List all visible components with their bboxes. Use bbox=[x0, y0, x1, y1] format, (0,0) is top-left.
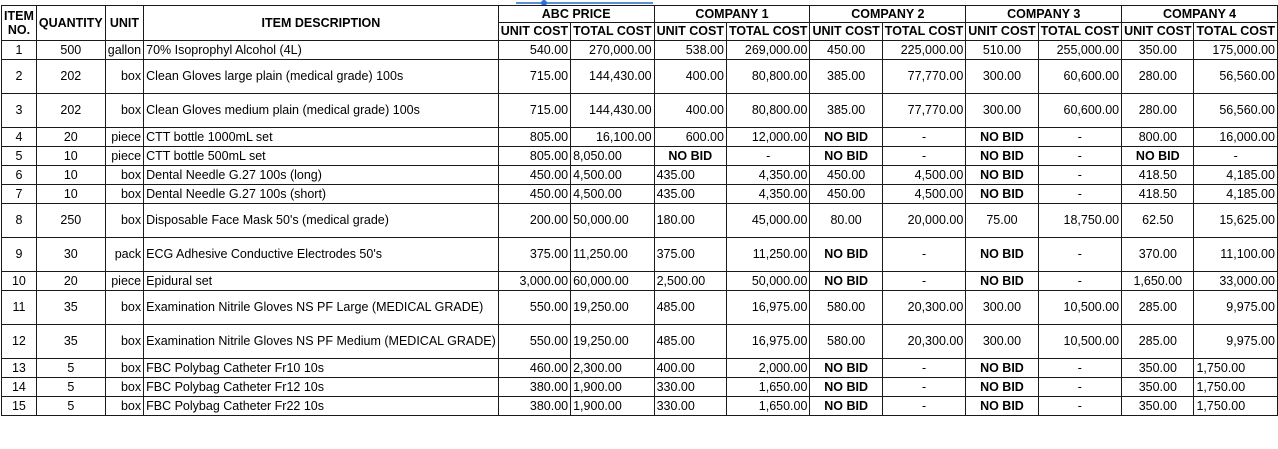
cell-company2-total-cost[interactable]: 77,770.00 bbox=[882, 94, 965, 128]
cell-description[interactable]: CTT bottle 500mL set bbox=[144, 147, 499, 166]
header-total-cost[interactable]: TOTAL COST bbox=[571, 23, 654, 41]
cell-company2-total-cost[interactable]: - bbox=[882, 397, 965, 416]
cell-quantity[interactable]: 202 bbox=[36, 60, 105, 94]
cell-quantity[interactable]: 5 bbox=[36, 397, 105, 416]
cell-description[interactable]: Examination Nitrile Gloves NS PF Large (MEDICAL GRADE) bbox=[144, 291, 499, 325]
cell-company1-unit-cost[interactable]: 2,500.00 bbox=[654, 272, 726, 291]
cell-company4-total-cost[interactable]: 15,625.00 bbox=[1194, 204, 1277, 238]
cell-company4-unit-cost[interactable]: 280.00 bbox=[1122, 60, 1194, 94]
cell-company4-unit-cost[interactable]: 418.50 bbox=[1122, 166, 1194, 185]
cell-company4-unit-cost[interactable]: 62.50 bbox=[1122, 204, 1194, 238]
cell-company4-total-cost[interactable]: 9,975.00 bbox=[1194, 325, 1277, 359]
cell-company2-unit-cost[interactable]: 580.00 bbox=[810, 291, 882, 325]
header-unit-cost[interactable]: UNIT COST bbox=[810, 23, 882, 41]
cell-item-no[interactable]: 1 bbox=[2, 41, 37, 60]
cell-company4-total-cost[interactable]: 1,750.00 bbox=[1194, 397, 1277, 416]
cell-company1-unit-cost[interactable]: 400.00 bbox=[654, 94, 726, 128]
cell-company1-unit-cost[interactable]: 180.00 bbox=[654, 204, 726, 238]
cell-description[interactable]: FBC Polybag Catheter Fr22 10s bbox=[144, 397, 499, 416]
cell-description[interactable]: Clean Gloves medium plain (medical grade) 100s bbox=[144, 94, 499, 128]
cell-unit[interactable]: box bbox=[105, 204, 143, 238]
cell-company4-total-cost[interactable]: 33,000.00 bbox=[1194, 272, 1277, 291]
cell-company3-total-cost[interactable]: 18,750.00 bbox=[1038, 204, 1121, 238]
cell-company4-unit-cost[interactable]: 285.00 bbox=[1122, 325, 1194, 359]
cell-item-no[interactable]: 2 bbox=[2, 60, 37, 94]
cell-company3-total-cost[interactable]: - bbox=[1038, 272, 1121, 291]
header-item-description[interactable]: ITEM DESCRIPTION bbox=[144, 6, 499, 41]
cell-company1-total-cost[interactable]: 4,350.00 bbox=[726, 185, 809, 204]
cell-quantity[interactable]: 10 bbox=[36, 185, 105, 204]
header-total-cost[interactable]: TOTAL COST bbox=[726, 23, 809, 41]
cell-abc-unit-cost[interactable]: 200.00 bbox=[498, 204, 570, 238]
header-company-4[interactable]: COMPANY 4 bbox=[1122, 6, 1278, 23]
cell-company4-total-cost[interactable]: 16,000.00 bbox=[1194, 128, 1277, 147]
cell-quantity[interactable]: 20 bbox=[36, 128, 105, 147]
cell-abc-unit-cost[interactable]: 380.00 bbox=[498, 378, 570, 397]
header-abc-price[interactable]: ABC PRICE bbox=[498, 6, 654, 23]
cell-company2-total-cost[interactable]: 77,770.00 bbox=[882, 60, 965, 94]
cell-abc-total-cost[interactable]: 2,300.00 bbox=[571, 359, 654, 378]
cell-abc-unit-cost[interactable]: 450.00 bbox=[498, 166, 570, 185]
cell-company2-total-cost[interactable]: - bbox=[882, 378, 965, 397]
cell-abc-total-cost[interactable]: 11,250.00 bbox=[571, 238, 654, 272]
cell-company2-total-cost[interactable]: 225,000.00 bbox=[882, 41, 965, 60]
cell-abc-unit-cost[interactable]: 460.00 bbox=[498, 359, 570, 378]
header-unit-cost[interactable]: UNIT COST bbox=[498, 23, 570, 41]
cell-description[interactable]: ECG Adhesive Conductive Electrodes 50's bbox=[144, 238, 499, 272]
cell-company4-unit-cost[interactable]: 350.00 bbox=[1122, 378, 1194, 397]
header-total-cost[interactable]: TOTAL COST bbox=[882, 23, 965, 41]
cell-company2-total-cost[interactable]: - bbox=[882, 359, 965, 378]
cell-unit[interactable]: piece bbox=[105, 128, 143, 147]
cell-abc-total-cost[interactable]: 8,050.00 bbox=[571, 147, 654, 166]
cell-company3-total-cost[interactable]: 60,600.00 bbox=[1038, 60, 1121, 94]
cell-company2-unit-cost[interactable]: NO BID bbox=[810, 359, 882, 378]
cell-quantity[interactable]: 500 bbox=[36, 41, 105, 60]
cell-company2-unit-cost[interactable]: 450.00 bbox=[810, 166, 882, 185]
cell-company2-unit-cost[interactable]: 80.00 bbox=[810, 204, 882, 238]
cell-unit[interactable]: box bbox=[105, 166, 143, 185]
cell-item-no[interactable]: 3 bbox=[2, 94, 37, 128]
cell-abc-total-cost[interactable]: 60,000.00 bbox=[571, 272, 654, 291]
table-row bbox=[2, 147, 1278, 166]
cell-quantity[interactable]: 5 bbox=[36, 378, 105, 397]
cell-abc-total-cost[interactable]: 19,250.00 bbox=[571, 291, 654, 325]
cell-unit[interactable]: box bbox=[105, 378, 143, 397]
cell-company2-total-cost[interactable]: - bbox=[882, 147, 965, 166]
cell-quantity[interactable]: 5 bbox=[36, 359, 105, 378]
cell-company3-unit-cost[interactable]: NO BID bbox=[966, 378, 1038, 397]
cell-company4-unit-cost[interactable]: 370.00 bbox=[1122, 238, 1194, 272]
cell-company4-total-cost[interactable]: 11,100.00 bbox=[1194, 238, 1277, 272]
cell-company3-unit-cost[interactable]: NO BID bbox=[966, 128, 1038, 147]
cell-abc-unit-cost[interactable]: 550.00 bbox=[498, 291, 570, 325]
table-row bbox=[2, 397, 1278, 416]
cell-quantity[interactable]: 35 bbox=[36, 325, 105, 359]
cell-company3-total-cost[interactable]: - bbox=[1038, 397, 1121, 416]
header-unit-cost[interactable]: UNIT COST bbox=[966, 23, 1038, 41]
cell-company2-unit-cost[interactable]: NO BID bbox=[810, 147, 882, 166]
cell-description[interactable]: 70% Isoprophyl Alcohol (4L) bbox=[144, 41, 499, 60]
cell-abc-total-cost[interactable]: 1,900.00 bbox=[571, 397, 654, 416]
cell-quantity[interactable]: 30 bbox=[36, 238, 105, 272]
cell-company3-total-cost[interactable]: - bbox=[1038, 378, 1121, 397]
cell-company3-total-cost[interactable]: 10,500.00 bbox=[1038, 291, 1121, 325]
header-item-no[interactable]: ITEM NO. bbox=[2, 6, 37, 41]
cell-company3-total-cost[interactable]: 10,500.00 bbox=[1038, 325, 1121, 359]
cell-abc-total-cost[interactable]: 270,000.00 bbox=[571, 41, 654, 60]
cell-company2-unit-cost[interactable]: 580.00 bbox=[810, 325, 882, 359]
cell-company1-total-cost[interactable]: 16,975.00 bbox=[726, 325, 809, 359]
cell-company3-total-cost[interactable]: 60,600.00 bbox=[1038, 94, 1121, 128]
cell-description[interactable]: FBC Polybag Catheter Fr10 10s bbox=[144, 359, 499, 378]
cell-company4-total-cost[interactable]: 56,560.00 bbox=[1194, 60, 1277, 94]
cell-item-no[interactable]: 4 bbox=[2, 128, 37, 147]
cell-company3-unit-cost[interactable]: 300.00 bbox=[966, 60, 1038, 94]
cell-company3-total-cost[interactable]: - bbox=[1038, 166, 1121, 185]
cell-company2-total-cost[interactable]: - bbox=[882, 128, 965, 147]
cell-company1-total-cost[interactable]: - bbox=[726, 147, 809, 166]
cell-item-no[interactable]: 10 bbox=[2, 272, 37, 291]
cell-unit[interactable]: box bbox=[105, 325, 143, 359]
cell-item-no[interactable]: 14 bbox=[2, 378, 37, 397]
cell-company1-unit-cost[interactable]: 538.00 bbox=[654, 41, 726, 60]
table-row bbox=[2, 272, 1278, 291]
cell-abc-unit-cost[interactable]: 805.00 bbox=[498, 128, 570, 147]
header-company-3[interactable]: COMPANY 3 bbox=[966, 6, 1122, 23]
cell-company2-total-cost[interactable]: 4,500.00 bbox=[882, 166, 965, 185]
cell-company1-unit-cost[interactable]: NO BID bbox=[654, 147, 726, 166]
cell-company4-total-cost[interactable]: 4,185.00 bbox=[1194, 185, 1277, 204]
cell-quantity[interactable]: 20 bbox=[36, 272, 105, 291]
cell-company4-total-cost[interactable]: 9,975.00 bbox=[1194, 291, 1277, 325]
cell-quantity[interactable]: 10 bbox=[36, 147, 105, 166]
cell-item-no[interactable]: 7 bbox=[2, 185, 37, 204]
cell-unit[interactable]: box bbox=[105, 359, 143, 378]
cell-company3-total-cost[interactable]: - bbox=[1038, 147, 1121, 166]
cell-company4-unit-cost[interactable]: 800.00 bbox=[1122, 128, 1194, 147]
cell-description[interactable]: Disposable Face Mask 50's (medical grade) bbox=[144, 204, 499, 238]
cell-company3-unit-cost[interactable]: 75.00 bbox=[966, 204, 1038, 238]
cell-quantity[interactable]: 35 bbox=[36, 291, 105, 325]
cell-company1-total-cost[interactable]: 80,800.00 bbox=[726, 60, 809, 94]
cell-company1-unit-cost[interactable]: 600.00 bbox=[654, 128, 726, 147]
cell-company3-total-cost[interactable]: - bbox=[1038, 128, 1121, 147]
cell-item-no[interactable]: 11 bbox=[2, 291, 37, 325]
cell-company1-unit-cost[interactable]: 375.00 bbox=[654, 238, 726, 272]
cell-company1-unit-cost[interactable]: 330.00 bbox=[654, 378, 726, 397]
cell-description[interactable]: CTT bottle 1000mL set bbox=[144, 128, 499, 147]
table-row bbox=[2, 359, 1278, 378]
cell-description[interactable]: Dental Needle G.27 100s (long) bbox=[144, 166, 499, 185]
table-row bbox=[2, 238, 1278, 272]
cell-company4-unit-cost[interactable]: 418.50 bbox=[1122, 185, 1194, 204]
cell-description[interactable]: Examination Nitrile Gloves NS PF Medium (MEDICAL GRADE) bbox=[144, 325, 499, 359]
cell-company3-unit-cost[interactable]: NO BID bbox=[966, 238, 1038, 272]
cell-company4-total-cost[interactable]: - bbox=[1194, 147, 1277, 166]
header-company-2[interactable]: COMPANY 2 bbox=[810, 6, 966, 23]
cell-company3-unit-cost[interactable]: NO BID bbox=[966, 272, 1038, 291]
cell-company4-total-cost[interactable]: 4,185.00 bbox=[1194, 166, 1277, 185]
cell-company3-unit-cost[interactable]: 300.00 bbox=[966, 94, 1038, 128]
cell-abc-total-cost[interactable]: 144,430.00 bbox=[571, 60, 654, 94]
table-row bbox=[2, 94, 1278, 128]
cell-unit[interactable]: pack bbox=[105, 238, 143, 272]
cell-company2-unit-cost[interactable]: NO BID bbox=[810, 128, 882, 147]
cell-company1-total-cost[interactable]: 16,975.00 bbox=[726, 291, 809, 325]
cell-company1-total-cost[interactable]: 1,650.00 bbox=[726, 378, 809, 397]
cell-company4-total-cost[interactable]: 1,750.00 bbox=[1194, 359, 1277, 378]
cell-description[interactable]: FBC Polybag Catheter Fr12 10s bbox=[144, 378, 499, 397]
cell-abc-unit-cost[interactable]: 550.00 bbox=[498, 325, 570, 359]
table-row bbox=[2, 185, 1278, 204]
cell-unit[interactable]: box bbox=[105, 94, 143, 128]
cell-company4-unit-cost[interactable]: 285.00 bbox=[1122, 291, 1194, 325]
cell-description[interactable]: Dental Needle G.27 100s (short) bbox=[144, 185, 499, 204]
cell-company4-unit-cost[interactable]: 280.00 bbox=[1122, 94, 1194, 128]
table-row bbox=[2, 204, 1278, 238]
cell-company2-total-cost[interactable]: 4,500.00 bbox=[882, 185, 965, 204]
cell-description[interactable]: Clean Gloves large plain (medical grade) 100s bbox=[144, 60, 499, 94]
cell-item-no[interactable]: 13 bbox=[2, 359, 37, 378]
cell-company3-total-cost[interactable]: 255,000.00 bbox=[1038, 41, 1121, 60]
table-row bbox=[2, 128, 1278, 147]
cell-company1-total-cost[interactable]: 50,000.00 bbox=[726, 272, 809, 291]
cell-company1-total-cost[interactable]: 1,650.00 bbox=[726, 397, 809, 416]
cell-company2-unit-cost[interactable]: NO BID bbox=[810, 397, 882, 416]
cell-abc-unit-cost[interactable]: 380.00 bbox=[498, 397, 570, 416]
cell-company3-unit-cost[interactable]: 300.00 bbox=[966, 291, 1038, 325]
cell-company2-total-cost[interactable]: - bbox=[882, 272, 965, 291]
cell-company2-unit-cost[interactable]: NO BID bbox=[810, 238, 882, 272]
cell-item-no[interactable]: 5 bbox=[2, 147, 37, 166]
cell-company3-unit-cost[interactable]: NO BID bbox=[966, 359, 1038, 378]
cell-abc-unit-cost[interactable]: 805.00 bbox=[498, 147, 570, 166]
header-total-cost[interactable]: TOTAL COST bbox=[1194, 23, 1277, 41]
cell-abc-total-cost[interactable]: 19,250.00 bbox=[571, 325, 654, 359]
table-row bbox=[2, 378, 1278, 397]
cell-unit[interactable]: box bbox=[105, 60, 143, 94]
cell-item-no[interactable]: 15 bbox=[2, 397, 37, 416]
cell-company1-total-cost[interactable]: 12,000.00 bbox=[726, 128, 809, 147]
cell-company1-unit-cost[interactable]: 435.00 bbox=[654, 185, 726, 204]
cell-abc-unit-cost[interactable]: 715.00 bbox=[498, 60, 570, 94]
cell-company1-unit-cost[interactable]: 330.00 bbox=[654, 397, 726, 416]
header-unit-cost[interactable]: UNIT COST bbox=[654, 23, 726, 41]
cell-quantity[interactable]: 10 bbox=[36, 166, 105, 185]
cell-company1-total-cost[interactable]: 4,350.00 bbox=[726, 166, 809, 185]
cell-company4-unit-cost[interactable]: 350.00 bbox=[1122, 359, 1194, 378]
cell-company3-unit-cost[interactable]: NO BID bbox=[966, 166, 1038, 185]
header-quantity[interactable]: QUANTITY bbox=[36, 6, 105, 41]
cell-company4-total-cost[interactable]: 175,000.00 bbox=[1194, 41, 1277, 60]
header-total-cost[interactable]: TOTAL COST bbox=[1038, 23, 1121, 41]
cell-unit[interactable]: gallon bbox=[105, 41, 143, 60]
cell-company2-unit-cost[interactable]: NO BID bbox=[810, 378, 882, 397]
cell-company1-total-cost[interactable]: 2,000.00 bbox=[726, 359, 809, 378]
cell-abc-total-cost[interactable]: 16,100.00 bbox=[571, 128, 654, 147]
cell-abc-unit-cost[interactable]: 450.00 bbox=[498, 185, 570, 204]
table-row bbox=[2, 166, 1278, 185]
cell-item-no[interactable]: 6 bbox=[2, 166, 37, 185]
cell-abc-total-cost[interactable]: 144,430.00 bbox=[571, 94, 654, 128]
cell-company2-total-cost[interactable]: 20,300.00 bbox=[882, 291, 965, 325]
cell-company3-unit-cost[interactable]: NO BID bbox=[966, 397, 1038, 416]
cell-company1-unit-cost[interactable]: 400.00 bbox=[654, 60, 726, 94]
cell-company4-unit-cost[interactable]: 350.00 bbox=[1122, 397, 1194, 416]
cell-abc-unit-cost[interactable]: 715.00 bbox=[498, 94, 570, 128]
cell-unit[interactable]: box bbox=[105, 185, 143, 204]
cell-abc-total-cost[interactable]: 4,500.00 bbox=[571, 185, 654, 204]
cell-unit[interactable]: box bbox=[105, 291, 143, 325]
cell-company3-total-cost[interactable]: - bbox=[1038, 238, 1121, 272]
cell-company1-total-cost[interactable]: 45,000.00 bbox=[726, 204, 809, 238]
cell-company2-unit-cost[interactable]: 450.00 bbox=[810, 41, 882, 60]
cell-company2-total-cost[interactable]: 20,000.00 bbox=[882, 204, 965, 238]
cell-company1-total-cost[interactable]: 80,800.00 bbox=[726, 94, 809, 128]
bid-comparison-table bbox=[1, 5, 1278, 416]
cell-quantity[interactable]: 202 bbox=[36, 94, 105, 128]
cell-company2-total-cost[interactable]: - bbox=[882, 238, 965, 272]
cell-company1-unit-cost[interactable]: 400.00 bbox=[654, 359, 726, 378]
cell-company2-unit-cost[interactable]: 385.00 bbox=[810, 94, 882, 128]
cell-unit[interactable]: box bbox=[105, 397, 143, 416]
cell-company4-total-cost[interactable]: 1,750.00 bbox=[1194, 378, 1277, 397]
cell-abc-unit-cost[interactable]: 375.00 bbox=[498, 238, 570, 272]
cell-company4-total-cost[interactable]: 56,560.00 bbox=[1194, 94, 1277, 128]
cell-unit[interactable]: piece bbox=[105, 147, 143, 166]
cell-company1-unit-cost[interactable]: 485.00 bbox=[654, 291, 726, 325]
cell-company1-total-cost[interactable]: 11,250.00 bbox=[726, 238, 809, 272]
table-row bbox=[2, 291, 1278, 325]
table-row bbox=[2, 325, 1278, 359]
cell-company2-unit-cost[interactable]: 450.00 bbox=[810, 185, 882, 204]
cell-company1-total-cost[interactable]: 269,000.00 bbox=[726, 41, 809, 60]
cell-company4-unit-cost[interactable]: 1,650.00 bbox=[1122, 272, 1194, 291]
table-row bbox=[2, 41, 1278, 60]
cell-company1-unit-cost[interactable]: 435.00 bbox=[654, 166, 726, 185]
selected-cell-border bbox=[516, 2, 653, 4]
cell-quantity[interactable]: 250 bbox=[36, 204, 105, 238]
header-unit-cost[interactable]: UNIT COST bbox=[1122, 23, 1194, 41]
cell-abc-total-cost[interactable]: 50,000.00 bbox=[571, 204, 654, 238]
cell-company3-unit-cost[interactable]: 300.00 bbox=[966, 325, 1038, 359]
cell-company3-unit-cost[interactable]: 510.00 bbox=[966, 41, 1038, 60]
cell-company2-unit-cost[interactable]: 385.00 bbox=[810, 60, 882, 94]
cell-company2-total-cost[interactable]: 20,300.00 bbox=[882, 325, 965, 359]
cell-item-no[interactable]: 12 bbox=[2, 325, 37, 359]
table-row bbox=[2, 60, 1278, 94]
cell-unit[interactable]: piece bbox=[105, 272, 143, 291]
cell-company4-unit-cost[interactable]: 350.00 bbox=[1122, 41, 1194, 60]
cell-company3-unit-cost[interactable]: NO BID bbox=[966, 147, 1038, 166]
cell-company2-unit-cost[interactable]: NO BID bbox=[810, 272, 882, 291]
cell-item-no[interactable]: 8 bbox=[2, 204, 37, 238]
header-unit[interactable]: UNIT bbox=[105, 6, 143, 41]
cell-description[interactable]: Epidural set bbox=[144, 272, 499, 291]
cell-item-no[interactable]: 9 bbox=[2, 238, 37, 272]
cell-abc-total-cost[interactable]: 1,900.00 bbox=[571, 378, 654, 397]
cell-company3-total-cost[interactable]: - bbox=[1038, 359, 1121, 378]
cell-company1-unit-cost[interactable]: 485.00 bbox=[654, 325, 726, 359]
cell-abc-unit-cost[interactable]: 540.00 bbox=[498, 41, 570, 60]
cell-abc-total-cost[interactable]: 4,500.00 bbox=[571, 166, 654, 185]
cell-company3-total-cost[interactable]: - bbox=[1038, 185, 1121, 204]
cell-abc-unit-cost[interactable]: 3,000.00 bbox=[498, 272, 570, 291]
cell-company4-unit-cost[interactable]: NO BID bbox=[1122, 147, 1194, 166]
header-company-1[interactable]: COMPANY 1 bbox=[654, 6, 810, 23]
cell-company3-unit-cost[interactable]: NO BID bbox=[966, 185, 1038, 204]
